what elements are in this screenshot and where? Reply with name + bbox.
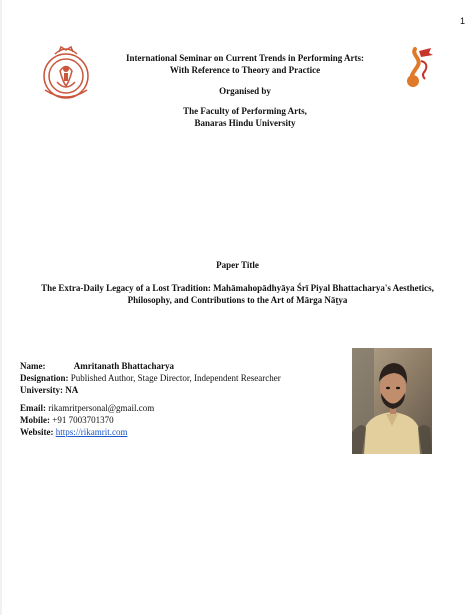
website-row [20, 426, 340, 438]
bhu-seal-logo-icon [37, 42, 95, 102]
university-value: NA [65, 385, 79, 395]
website-label: Website: [20, 427, 54, 437]
name-label: Name: [20, 361, 46, 371]
mobile-row [20, 414, 340, 426]
organised-by [95, 85, 395, 97]
organised-by-text: Organised by [219, 86, 271, 96]
name-value: Amritanath Bhattacharya [73, 361, 174, 371]
university-row [20, 384, 340, 396]
seminar-title-line2: With Reference to Theory and Practice [169, 65, 321, 75]
paper-title-line1: The Extra-Daily Legacy of a Lost Tradition: Mahāmahopādhyāya Śrī Piyal Bhattacharya's Aesthetics, [41, 283, 434, 293]
website-link[interactable]: https://rikamrit.com [55, 427, 128, 437]
faculty-line1: The Faculty of Performing Arts, [183, 106, 307, 116]
email-label: Email: [20, 403, 46, 413]
designation-value: Published Author, Stage Director, Independent Researcher [70, 373, 281, 383]
performing-arts-logo-icon [401, 45, 435, 91]
author-portrait-icon [352, 348, 432, 454]
page-number: 1 [459, 16, 465, 26]
seminar-title [95, 52, 395, 76]
designation-row [20, 372, 340, 384]
email-value: rikamritpersonal@gmail.com [48, 403, 155, 413]
author-details [20, 360, 340, 438]
designation-label: Designation: [20, 373, 69, 383]
mobile-label: Mobile: [20, 415, 50, 425]
seminar-title-line1: International Seminar on Current Trends in Performing Arts: [126, 53, 364, 63]
paper-title [26, 282, 449, 306]
email-row [20, 402, 340, 414]
name-row [20, 360, 340, 372]
paper-title-label: Paper Title [216, 260, 259, 270]
faculty-line2: Banaras Hindu University [194, 118, 296, 128]
mobile-value: +91 7003701370 [52, 415, 114, 425]
faculty-block [95, 105, 395, 129]
university-label: University: [20, 385, 63, 395]
paper-title-line2: Philosophy, and Contributions to the Art of Mārga Nāṭya [127, 295, 348, 305]
page-edge [0, 0, 2, 615]
